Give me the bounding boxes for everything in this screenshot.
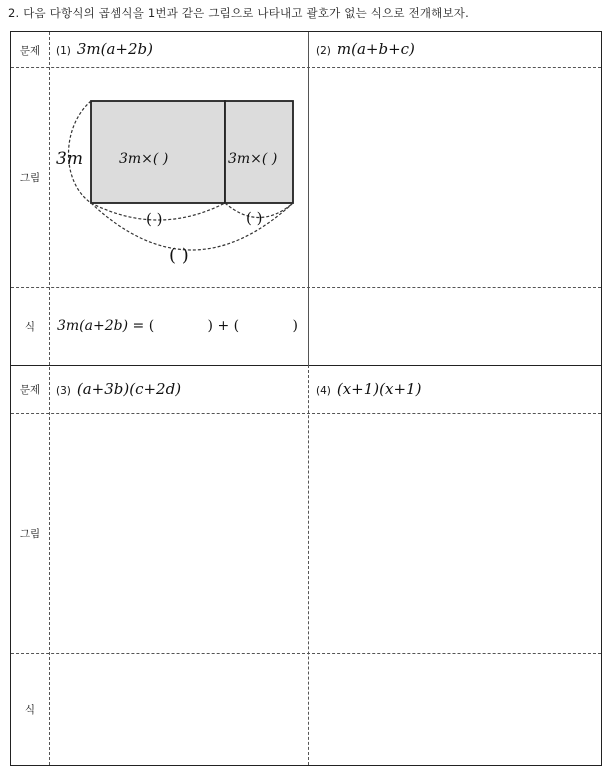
- row-divider: [11, 67, 601, 68]
- label-formula: 식: [24, 704, 36, 716]
- label-figure: 그림: [19, 528, 41, 540]
- label-problem: 문제: [19, 384, 41, 396]
- problem-number: (3): [56, 385, 71, 397]
- formula-rhs: = ( ) + ( ): [128, 318, 298, 334]
- formula-1: [57, 318, 298, 334]
- label-problem: 문제: [19, 45, 41, 57]
- problem-number: (1): [56, 45, 71, 57]
- problem-2: [316, 40, 415, 58]
- label-figure: 그림: [19, 172, 41, 184]
- formula-lhs: 3m(a+2b): [57, 318, 129, 334]
- problem-expression: (a+3b)(c+2d): [76, 380, 182, 398]
- problem-expression: (x+1)(x+1): [336, 380, 422, 398]
- side-label: 3m: [56, 149, 83, 169]
- section-divider: [11, 365, 601, 366]
- area-model-figure: [51, 87, 311, 287]
- problem-number: (2): [316, 45, 331, 57]
- label-formula: 식: [24, 321, 36, 333]
- left-bracket-label: ( ): [146, 210, 163, 228]
- column-divider: [308, 365, 309, 765]
- row-divider: [11, 287, 601, 288]
- bottom-bracket-label: ( ): [169, 245, 189, 266]
- total-width-arc: [91, 203, 293, 250]
- problem-1: [56, 40, 153, 58]
- label-column-divider: [49, 32, 50, 765]
- problem-number: (4): [316, 385, 331, 397]
- problem-3: [56, 380, 181, 398]
- row-divider: [11, 653, 601, 654]
- problem-expression: 3m(a+2b): [76, 40, 154, 58]
- problem-expression: m(a+b+c): [336, 40, 415, 58]
- worksheet-table: [10, 31, 602, 766]
- right-rect-label: 3m×( ): [228, 151, 278, 167]
- instruction-text: 2. 다음 다항식의 곱셈식을 1번과 같은 그림으로 나타내고 괄호가 없는 식으로 전개해보자.: [8, 6, 469, 20]
- left-rect-label: 3m×( ): [119, 151, 169, 167]
- row-divider: [11, 413, 601, 414]
- problem-4: [316, 380, 421, 398]
- right-bracket-label: ( ): [246, 209, 263, 227]
